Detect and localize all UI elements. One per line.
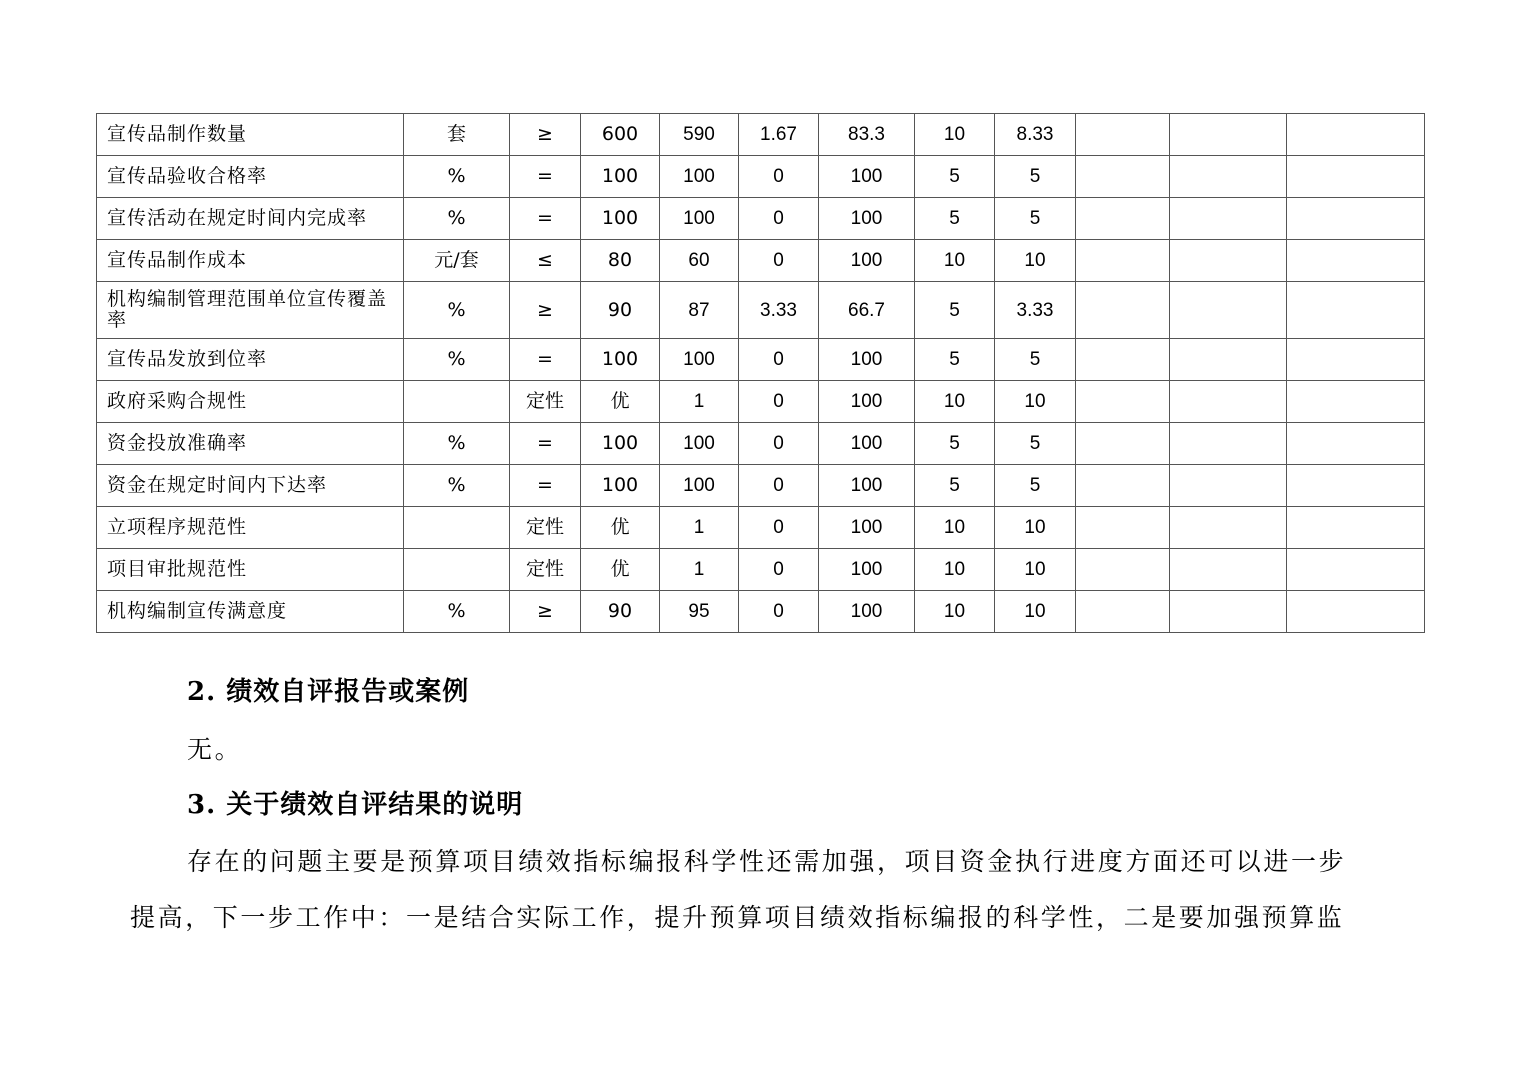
table-row <box>97 114 1425 156</box>
cell-unit: % <box>404 465 510 507</box>
cell-empty <box>1170 339 1287 381</box>
cell-empty <box>1287 198 1425 240</box>
table-row <box>97 198 1425 240</box>
cell-target: 100 <box>581 423 660 465</box>
cell-empty <box>1076 156 1170 198</box>
cell-weight: 5 <box>915 465 995 507</box>
cell-actual: 87 <box>660 282 739 339</box>
section-2-heading: 2. 绩效自评报告或案例 <box>187 677 470 707</box>
section-3-line-1: 存在的问题主要是预算项目绩效指标编报科学性还需加强，项目资金执行进度方面还可以进一步 <box>187 847 1347 876</box>
cell-empty <box>1287 282 1425 339</box>
table-row <box>97 591 1425 633</box>
cell-deviation: 0 <box>739 507 819 549</box>
cell-empty <box>1076 507 1170 549</box>
cell-weight: 5 <box>915 282 995 339</box>
cell-weight: 10 <box>915 114 995 156</box>
cell-empty <box>1170 591 1287 633</box>
cell-target: 90 <box>581 282 660 339</box>
cell-empty <box>1076 240 1170 282</box>
cell-op: 定性 <box>510 549 581 591</box>
cell-empty <box>1287 339 1425 381</box>
cell-score: 10 <box>995 507 1076 549</box>
section-2-body: 无。 <box>187 735 243 764</box>
cell-deviation: 3.33 <box>739 282 819 339</box>
cell-weight: 10 <box>915 591 995 633</box>
cell-target: 优 <box>581 507 660 549</box>
cell-name: 项目审批规范性 <box>97 549 404 591</box>
section-3-line-2: 提高，下一步工作中：一是结合实际工作，提升预算项目绩效指标编报的科学性，二是要加强预算监 <box>130 903 1345 932</box>
cell-name: 宣传活动在规定时间内完成率 <box>97 198 404 240</box>
cell-name: 立项程序规范性 <box>97 507 404 549</box>
cell-rate: 100 <box>819 198 915 240</box>
cell-op: = <box>510 423 581 465</box>
cell-empty <box>1287 423 1425 465</box>
cell-unit <box>404 549 510 591</box>
table-row <box>97 423 1425 465</box>
cell-score: 5 <box>995 156 1076 198</box>
cell-rate: 100 <box>819 381 915 423</box>
cell-empty <box>1076 423 1170 465</box>
cell-score: 5 <box>995 339 1076 381</box>
cell-rate: 100 <box>819 156 915 198</box>
table-row <box>97 549 1425 591</box>
table-body <box>97 114 1425 633</box>
cell-op: ≤ <box>510 240 581 282</box>
cell-score: 5 <box>995 198 1076 240</box>
cell-score: 10 <box>995 549 1076 591</box>
cell-empty <box>1287 240 1425 282</box>
cell-op: 定性 <box>510 507 581 549</box>
cell-unit: % <box>404 282 510 339</box>
cell-op: ≥ <box>510 282 581 339</box>
cell-score: 8.33 <box>995 114 1076 156</box>
table-row <box>97 339 1425 381</box>
cell-target: 100 <box>581 465 660 507</box>
cell-name: 资金投放准确率 <box>97 423 404 465</box>
cell-empty <box>1076 465 1170 507</box>
cell-op: = <box>510 198 581 240</box>
cell-target: 100 <box>581 198 660 240</box>
cell-empty <box>1076 591 1170 633</box>
cell-empty <box>1287 381 1425 423</box>
table-row <box>97 240 1425 282</box>
cell-name: 政府采购合规性 <box>97 381 404 423</box>
cell-actual: 100 <box>660 423 739 465</box>
cell-actual: 100 <box>660 465 739 507</box>
cell-deviation: 0 <box>739 423 819 465</box>
cell-unit: % <box>404 591 510 633</box>
cell-empty <box>1170 465 1287 507</box>
cell-target: 600 <box>581 114 660 156</box>
cell-name: 宣传品验收合格率 <box>97 156 404 198</box>
table-row <box>97 381 1425 423</box>
performance-indicator-table <box>96 113 1425 633</box>
cell-rate: 100 <box>819 423 915 465</box>
cell-target: 100 <box>581 156 660 198</box>
cell-deviation: 0 <box>739 381 819 423</box>
cell-unit: % <box>404 423 510 465</box>
cell-unit: 套 <box>404 114 510 156</box>
table-row <box>97 465 1425 507</box>
cell-unit: % <box>404 339 510 381</box>
cell-empty <box>1287 114 1425 156</box>
section-3-heading: 3. 关于绩效自评结果的说明 <box>187 790 524 820</box>
cell-rate: 83.3 <box>819 114 915 156</box>
cell-rate: 100 <box>819 339 915 381</box>
cell-score: 5 <box>995 465 1076 507</box>
cell-target: 90 <box>581 591 660 633</box>
cell-actual: 95 <box>660 591 739 633</box>
cell-empty <box>1076 114 1170 156</box>
cell-actual: 100 <box>660 339 739 381</box>
cell-target: 优 <box>581 381 660 423</box>
cell-empty <box>1170 114 1287 156</box>
cell-op: 定性 <box>510 381 581 423</box>
cell-actual: 1 <box>660 381 739 423</box>
cell-weight: 5 <box>915 339 995 381</box>
cell-rate: 100 <box>819 507 915 549</box>
cell-score: 10 <box>995 240 1076 282</box>
cell-empty <box>1170 282 1287 339</box>
cell-score: 5 <box>995 423 1076 465</box>
cell-rate: 100 <box>819 465 915 507</box>
cell-score: 10 <box>995 381 1076 423</box>
cell-deviation: 0 <box>739 549 819 591</box>
cell-weight: 5 <box>915 423 995 465</box>
cell-empty <box>1170 198 1287 240</box>
cell-unit: % <box>404 156 510 198</box>
cell-score: 10 <box>995 591 1076 633</box>
cell-deviation: 0 <box>739 339 819 381</box>
cell-empty <box>1170 381 1287 423</box>
cell-empty <box>1170 423 1287 465</box>
cell-name: 资金在规定时间内下达率 <box>97 465 404 507</box>
cell-deviation: 0 <box>739 240 819 282</box>
cell-rate: 100 <box>819 240 915 282</box>
cell-deviation: 0 <box>739 198 819 240</box>
cell-name: 宣传品制作数量 <box>97 114 404 156</box>
cell-op: ≥ <box>510 591 581 633</box>
cell-empty <box>1076 381 1170 423</box>
cell-weight: 5 <box>915 156 995 198</box>
cell-name: 机构编制宣传满意度 <box>97 591 404 633</box>
cell-op: = <box>510 339 581 381</box>
cell-deviation: 0 <box>739 156 819 198</box>
cell-rate: 66.7 <box>819 282 915 339</box>
cell-empty <box>1076 198 1170 240</box>
cell-empty <box>1287 591 1425 633</box>
cell-target: 100 <box>581 339 660 381</box>
cell-empty <box>1287 507 1425 549</box>
table-row <box>97 156 1425 198</box>
cell-score: 3.33 <box>995 282 1076 339</box>
cell-empty <box>1076 282 1170 339</box>
cell-target: 优 <box>581 549 660 591</box>
cell-unit <box>404 381 510 423</box>
cell-actual: 1 <box>660 549 739 591</box>
cell-name: 宣传品发放到位率 <box>97 339 404 381</box>
cell-name: 宣传品制作成本 <box>97 240 404 282</box>
cell-op: = <box>510 156 581 198</box>
cell-actual: 100 <box>660 198 739 240</box>
cell-empty <box>1076 549 1170 591</box>
cell-actual: 60 <box>660 240 739 282</box>
cell-unit: % <box>404 198 510 240</box>
cell-actual: 100 <box>660 156 739 198</box>
cell-empty <box>1170 156 1287 198</box>
cell-unit <box>404 507 510 549</box>
cell-empty <box>1170 240 1287 282</box>
cell-weight: 5 <box>915 198 995 240</box>
cell-actual: 590 <box>660 114 739 156</box>
cell-empty <box>1287 156 1425 198</box>
cell-weight: 10 <box>915 507 995 549</box>
table-row <box>97 507 1425 549</box>
cell-weight: 10 <box>915 381 995 423</box>
cell-empty <box>1076 339 1170 381</box>
cell-rate: 100 <box>819 591 915 633</box>
cell-deviation: 0 <box>739 465 819 507</box>
cell-deviation: 0 <box>739 591 819 633</box>
cell-empty <box>1287 465 1425 507</box>
cell-empty <box>1287 549 1425 591</box>
table-row <box>97 282 1425 339</box>
cell-rate: 100 <box>819 549 915 591</box>
cell-empty <box>1170 507 1287 549</box>
cell-name: 机构编制管理范围单位宣传覆盖率 <box>97 282 404 339</box>
cell-unit: 元/套 <box>404 240 510 282</box>
cell-deviation: 1.67 <box>739 114 819 156</box>
cell-weight: 10 <box>915 240 995 282</box>
cell-empty <box>1170 549 1287 591</box>
cell-op: = <box>510 465 581 507</box>
cell-actual: 1 <box>660 507 739 549</box>
cell-target: 80 <box>581 240 660 282</box>
cell-weight: 10 <box>915 549 995 591</box>
cell-op: ≥ <box>510 114 581 156</box>
